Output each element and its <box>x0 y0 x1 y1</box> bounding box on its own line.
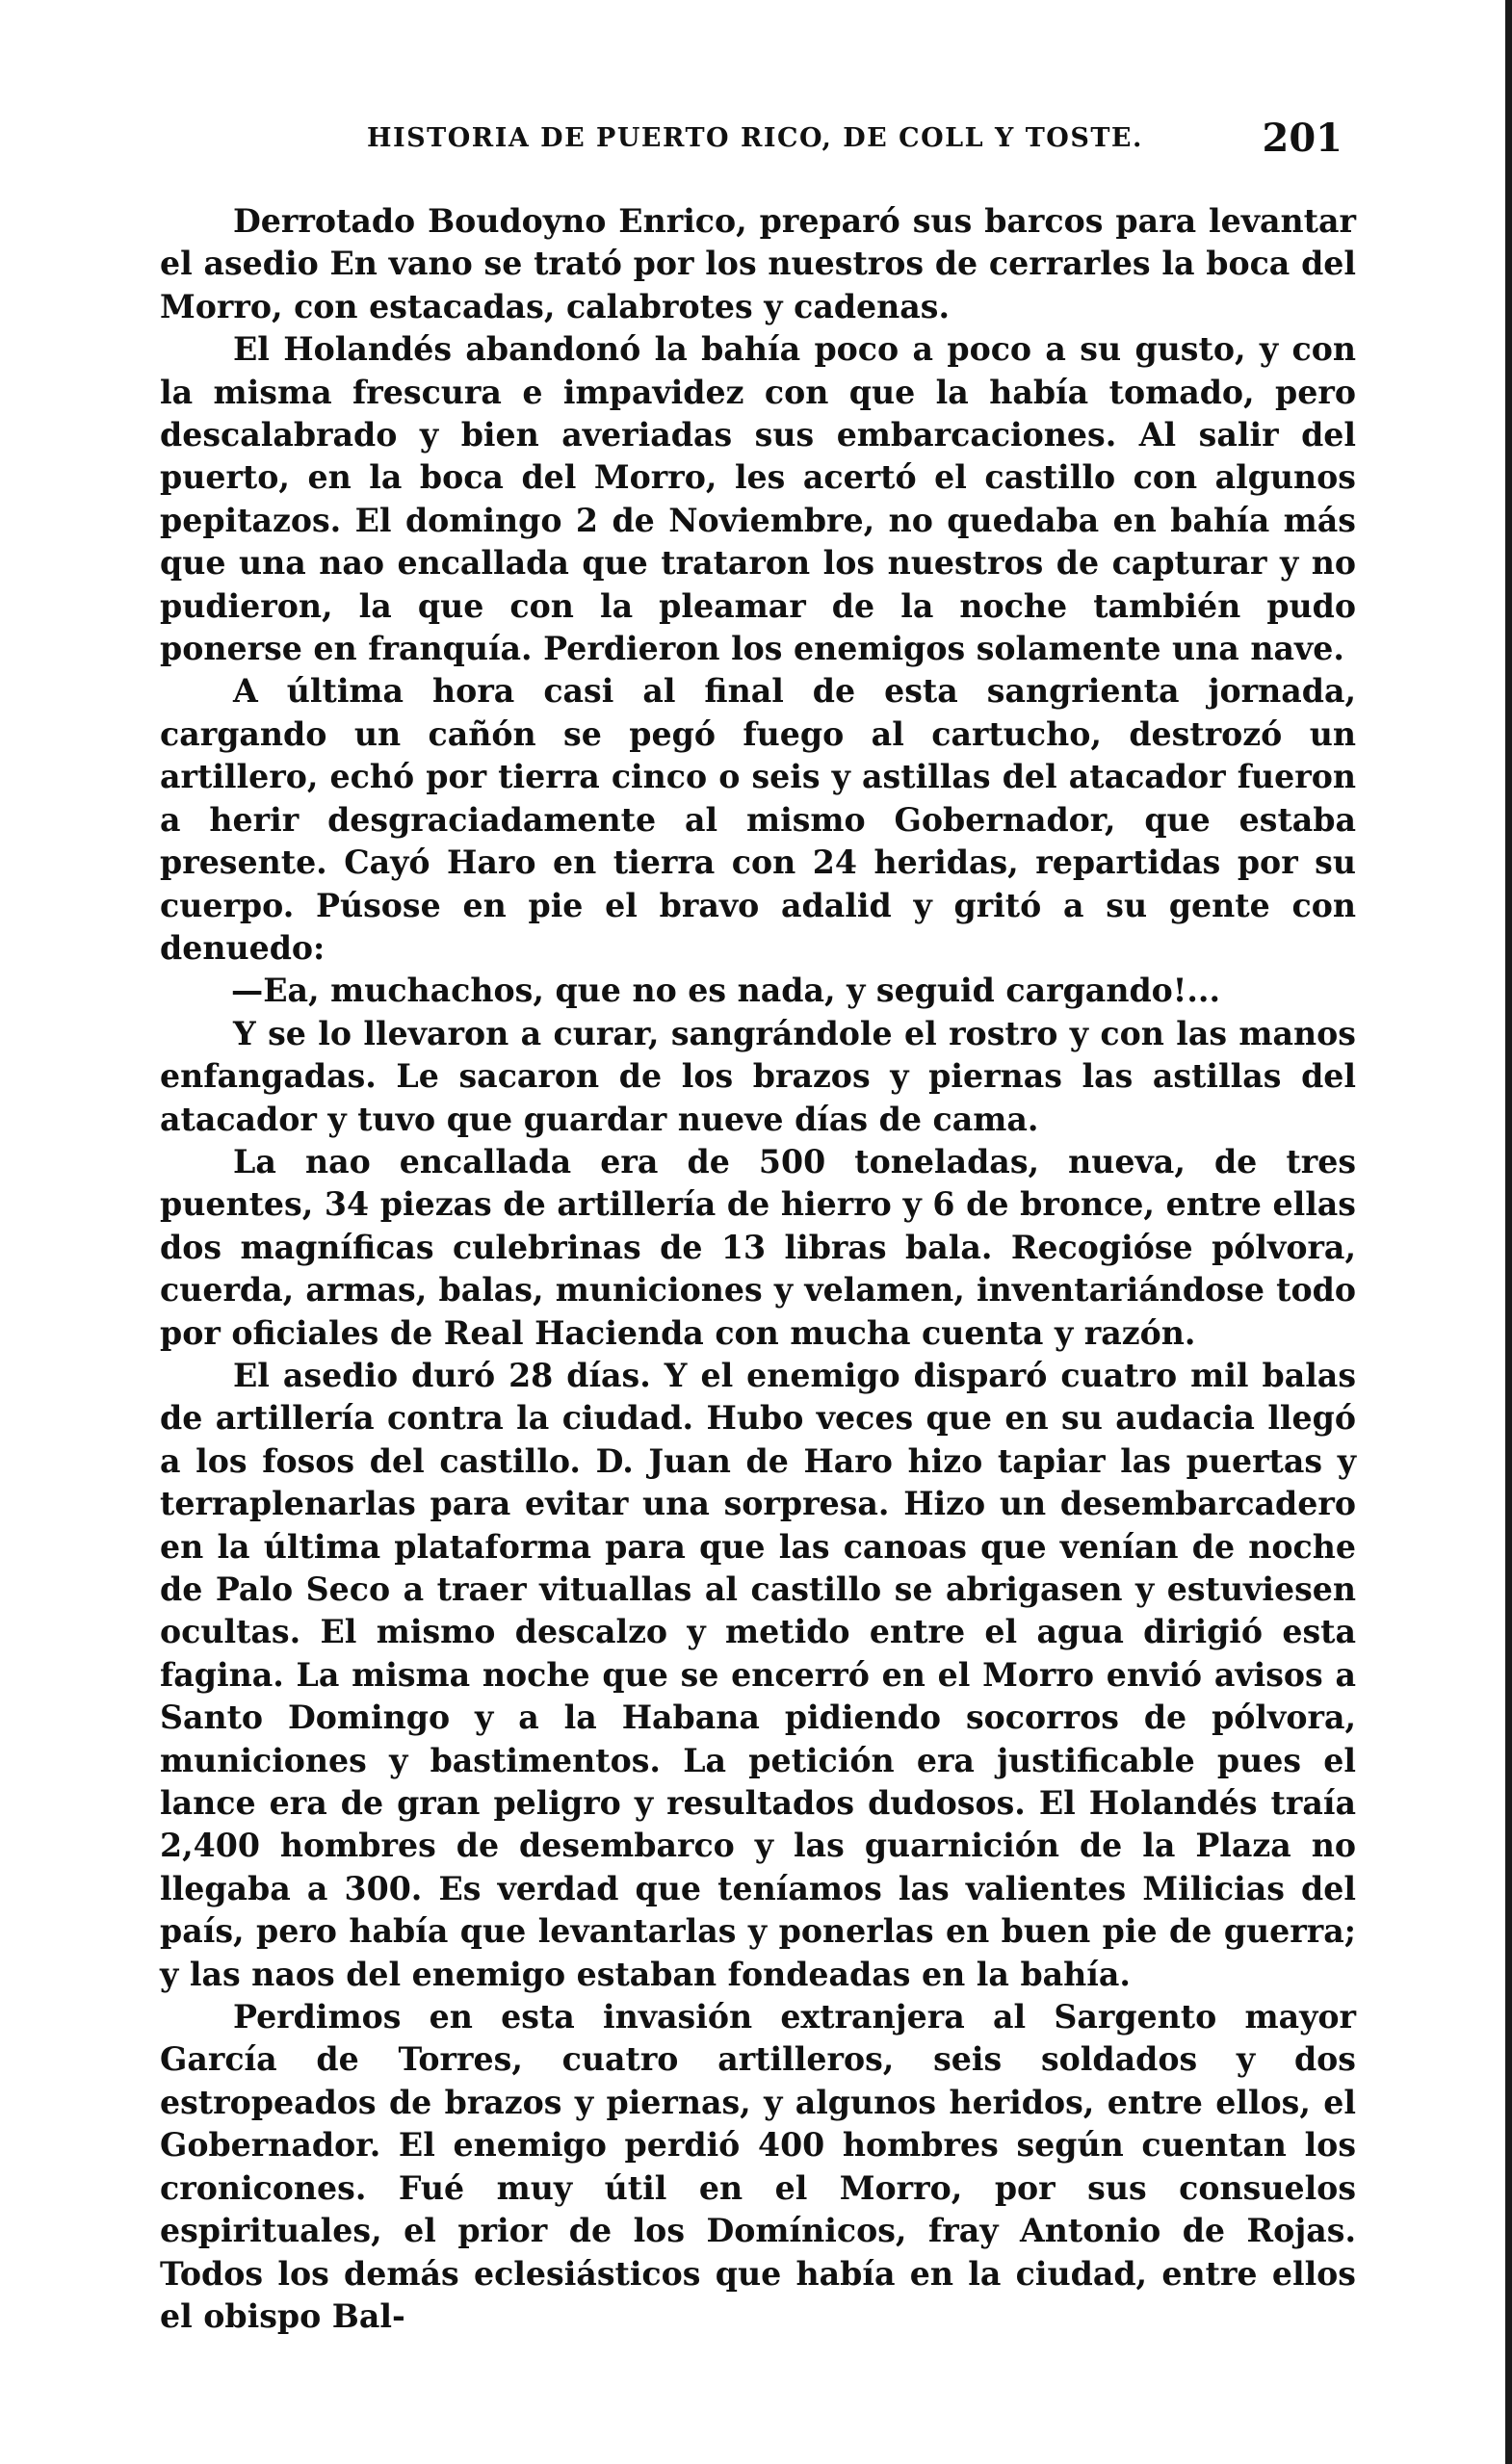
running-head <box>169 116 1360 173</box>
running-title: HISTORIA DE PUERTO RICO, DE COLL Y TOSTE. <box>367 123 1143 153</box>
body-text <box>160 200 1356 2338</box>
paragraph-cannon-accident: A última hora casi al final de esta sangrienta jornada, cargando un cañón se pegó fuego al cartucho, destrozó un artillero, echó por tierra cinco o seis y astillas del atacador fueron a herir desgraciadamente al mismo Gobernador, que estaba presente. Cayó Haro en tierra con 24 heridas, repartidas por su cuerpo. Púsose en pie el bravo adalid y gritó a su gente con denuedo: <box>160 672 1356 967</box>
page-edge-shadow <box>1505 0 1512 2464</box>
paragraph-dutch-departure: El Holandés abandonó la bahía poco a poco a su gusto, y con la misma frescura e impavidez con que la había tomado, pero descalabrado y bien averiadas sus embarcaciones. Al salir del puerto, en la boca del Morro, les acertó el castillo con algunos pepitazos. El domingo 2 de Noviembre, no quedaba en bahía más que una nao encallada que trataron los nuestros de capturar y no pudieron, la que con la pleamar de la noche también pudo ponerse en franquía. Perdieron los enemigos solamente una nave. <box>160 330 1356 668</box>
paragraph-siege-details: El asedio duró 28 días. Y el enemigo disparó cuatro mil balas de artillería contra la ciudad. Hubo veces que en su audacia llegó a los fosos del castillo. D. Juan de Haro hizo tapiar las puertas y terraplenarlas para evitar una sorpresa. Hizo un desembarcadero en la última plataforma para que las canoas que venían de noche de Palo Seco a traer vituallas al castillo se abrigasen y estuviesen ocultas. El mismo descalzo y metido entre el agua dirigió esta fagina. La misma noche que se encerró en el Morro envió avisos a Santo Domingo y a la Habana pidiendo socorros de pólvora, municiones y bastimentos. La petición era justificable pues el lance era de gran peligro y resultados dudosos. El Holandés traía 2,400 hombres de desembarco y las guarnición de la Plaza no llegaba a 300. Es verdad que teníamos las valientes Milicias del país, pero había que levantarlas y ponerlas en buen pie de guerra; y las naos del enemigo estaban fondeadas en la bahía. <box>160 1356 1356 1993</box>
paragraph-stranded-ship: La nao encallada era de 500 toneladas, nueva, de tres puentes, 34 piezas de artillería de hierro y 6 de bronce, entre ellas dos magníficas culebrinas de 13 libras bala. Recogióse pólvora, cuerda, armas, balas, municiones y velamen, inventariándose todo por oficiales de Real Hacienda con mucha cuenta y razón. <box>160 1142 1356 1352</box>
page-number: 201 <box>1262 116 1343 161</box>
paragraph-governor-treated: Y se lo llevaron a curar, sangrándole el rostro y con las manos enfangadas. Le sacaron de los brazos y piernas las astillas del atacador y tuvo que guardar nueve días de cama. <box>160 1014 1356 1138</box>
paragraph-retreat: Derrotado Boudoyno Enrico, preparó sus barcos para levantar el asedio En vano se trató por los nuestros de cerrarles la boca del Morro, con estacadas, calabrotes y cadenas. <box>160 202 1356 325</box>
paragraph-losses: Perdimos en esta invasión extranjera al Sargento mayor García de Torres, cuatro artilleros, seis soldados y dos estropeados de brazos y piernas, y algunos heridos, entre ellos, el Gobernador. El enemigo perdió 400 hombres según cuentan los cronicones. Fué muy útil en el Morro, por sus consuelos espirituales, el prior de los Domínicos, fray Antonio de Rojas. Todos los demás eclesiásticos que había en la ciudad, entre ellos el obispo Bal- <box>160 1998 1356 2335</box>
paragraph-governor-quote: —Ea, muchachos, que no es nada, y seguid cargando!... <box>231 972 1221 1010</box>
